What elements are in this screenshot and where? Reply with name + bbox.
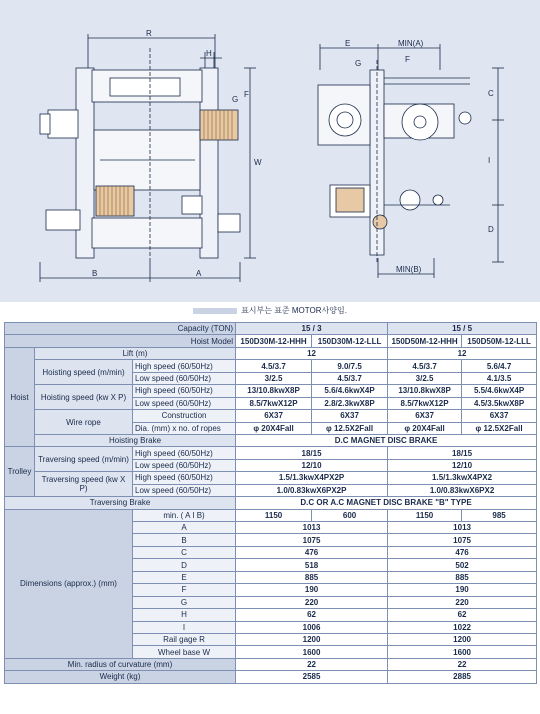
weight-value-2: 2885 bbox=[388, 671, 537, 683]
table-row-min-ab bbox=[5, 509, 537, 521]
min-ab-label: min. ( A I B) bbox=[133, 509, 236, 521]
trav-kw-high-1: 1.5/1.3kwX4PX2P bbox=[236, 472, 388, 484]
capacity-value-2: 15 / 5 bbox=[388, 323, 537, 335]
min-radius-label: Min. radius of curvature (mm) bbox=[5, 658, 236, 670]
trav-low-speed-label: Low speed (60/50Hz) bbox=[133, 459, 236, 471]
construction-2: 6X37 bbox=[312, 410, 388, 422]
hoisting-brake-label: Hoisting Brake bbox=[35, 434, 236, 446]
dim-label-a: A bbox=[196, 269, 202, 278]
dim-e-label: E bbox=[133, 571, 236, 583]
dim-label-c: C bbox=[488, 89, 494, 98]
right-rail bbox=[200, 68, 218, 258]
construction-1: 6X37 bbox=[236, 410, 312, 422]
dim-e-value-1: 885 bbox=[236, 571, 388, 583]
hoist-kw-high-4: 5.5/4.6kwX4P bbox=[462, 385, 537, 397]
dim-c-label: C bbox=[133, 546, 236, 558]
dim-e-value-2: 885 bbox=[388, 571, 537, 583]
table-row-hoist-kw-high bbox=[5, 385, 537, 397]
table-row-hoist-speed-high bbox=[5, 360, 537, 372]
hoist-speed-low-1: 3/2.5 bbox=[236, 372, 312, 384]
rail-gage-value-1: 1200 bbox=[236, 633, 388, 645]
hoist-kw-low-2: 2.8/2.3kwX8P bbox=[312, 397, 388, 409]
hoist-speed-high-2: 9.0/7.5 bbox=[312, 360, 388, 372]
dim-f-value-2: 190 bbox=[388, 584, 537, 596]
dim-h-value-1: 62 bbox=[236, 609, 388, 621]
min-radius-value-2: 22 bbox=[388, 658, 537, 670]
trav-speed-high-2: 18/15 bbox=[388, 447, 537, 459]
traversing-brake-value: D.C OR A.C MAGNET DISC BRAKE "B" TYPE bbox=[236, 497, 537, 509]
drawing-svg bbox=[0, 0, 540, 302]
dim-label-e: E bbox=[345, 39, 351, 48]
model-4: 150D50M-12-LLL bbox=[462, 335, 537, 347]
hoist-kw-high-1: 13/10.8kwX8P bbox=[236, 385, 312, 397]
dim-b-value-1: 1075 bbox=[236, 534, 388, 546]
hoist-speed-high-3: 4.5/3.7 bbox=[388, 360, 462, 372]
dia-3: φ 20X4Fall bbox=[388, 422, 462, 434]
construction-4: 6X37 bbox=[462, 410, 537, 422]
dim-label-g-right: G bbox=[355, 59, 362, 68]
dim-label-f-left: F bbox=[244, 90, 249, 99]
construction-label: Construction bbox=[133, 410, 236, 422]
dim-a-value-2: 1013 bbox=[388, 522, 537, 534]
trav-kw-label: Traversing speed (kw X P) bbox=[35, 472, 133, 497]
dim-d-value-1: 518 bbox=[236, 559, 388, 571]
trav-speed-low-2: 12/10 bbox=[388, 459, 537, 471]
dim-f-value-1: 190 bbox=[236, 584, 388, 596]
dim-i-value-2: 1022 bbox=[388, 621, 537, 633]
hoist-low-speed-label: Low speed (60/50Hz) bbox=[133, 372, 236, 384]
wire-rope-label: Wire rope bbox=[35, 410, 133, 435]
min-ab-4: 985 bbox=[462, 509, 537, 521]
min-ab-2: 600 bbox=[312, 509, 388, 521]
lift-value-1: 12 bbox=[236, 347, 388, 359]
table-row-trav-speed-high bbox=[5, 447, 537, 459]
weight-label: Weight (kg) bbox=[5, 671, 236, 683]
dim-h-label: H bbox=[133, 609, 236, 621]
capacity-label: Capacity (TON) bbox=[5, 323, 236, 335]
model-label: Hoist Model bbox=[5, 335, 236, 347]
hoist-kw-low-3: 8.5/7kwX12P bbox=[388, 397, 462, 409]
dimensions-group-label: Dimensions (approx.) (mm) bbox=[5, 509, 133, 658]
trav-kw-high-label: High speed (60/50Hz) bbox=[133, 472, 236, 484]
caption-text: 표시부는 표준 MOTOR사양임. bbox=[241, 306, 347, 315]
trav-kw-low-1: 1.0/0.83kwX6PX2P bbox=[236, 484, 388, 496]
min-radius-value-1: 22 bbox=[236, 658, 388, 670]
technical-drawing bbox=[0, 0, 540, 302]
dim-a-value-1: 1013 bbox=[236, 522, 388, 534]
trolley-group-label: Trolley bbox=[5, 447, 35, 497]
hoist-speed-high-4: 5.6/4.7 bbox=[462, 360, 537, 372]
dim-i-label: I bbox=[133, 621, 236, 633]
dim-label-d: D bbox=[488, 225, 494, 234]
min-ab-1: 1150 bbox=[236, 509, 312, 521]
drawing-caption bbox=[0, 305, 540, 316]
lift-label: Lift (m) bbox=[35, 347, 236, 359]
dim-d-label: D bbox=[133, 559, 236, 571]
hoist-kw-high-label: High speed (60/50Hz) bbox=[133, 385, 236, 397]
trav-kw-high-2: 1.5/1.3kwX4PX2 bbox=[388, 472, 537, 484]
model-2: 150D30M-12-LLL bbox=[312, 335, 388, 347]
min-ab-3: 1150 bbox=[388, 509, 462, 521]
trav-speed-high-1: 18/15 bbox=[236, 447, 388, 459]
hoisting-speed-label: Hoisting speed (m/min) bbox=[35, 360, 133, 385]
hoist-group-label: Hoist bbox=[5, 347, 35, 447]
rail-gage-label: Rail gage R bbox=[133, 633, 236, 645]
construction-3: 6X37 bbox=[388, 410, 462, 422]
dim-label-w: W bbox=[254, 158, 262, 167]
dim-label-min-a: MIN(A) bbox=[398, 39, 424, 48]
hoist-kw-high-3: 13/10.8kwX8P bbox=[388, 385, 462, 397]
dim-g-label: G bbox=[133, 596, 236, 608]
wheel-base-value-2: 1600 bbox=[388, 646, 537, 658]
dim-f-label: F bbox=[133, 584, 236, 596]
model-3: 150D50M-12-HHH bbox=[388, 335, 462, 347]
table-row-trav-kw-high bbox=[5, 472, 537, 484]
dim-a-label: A bbox=[133, 522, 236, 534]
hoist-speed-low-2: 4.5/3.7 bbox=[312, 372, 388, 384]
hoist-kw-low-label: Low speed (60/50Hz) bbox=[133, 397, 236, 409]
trav-speed-low-1: 12/10 bbox=[236, 459, 388, 471]
table-row-lift bbox=[5, 347, 537, 359]
dim-g-value-2: 220 bbox=[388, 596, 537, 608]
dim-label-g-left: G bbox=[232, 95, 239, 104]
weight-value-1: 2585 bbox=[236, 671, 388, 683]
table-row-traversing-brake bbox=[5, 497, 537, 509]
hoist-kw-low-4: 4.5/3.5kwX8P bbox=[462, 397, 537, 409]
hoist-speed-low-3: 3/2.5 bbox=[388, 372, 462, 384]
table-row-weight bbox=[5, 671, 537, 683]
hoist-high-speed-label: High speed (60/50Hz) bbox=[133, 360, 236, 372]
table-row-hoisting-brake bbox=[5, 434, 537, 446]
table-row-capacity bbox=[5, 323, 537, 335]
dim-label-h: H bbox=[206, 49, 212, 58]
dim-label-r: R bbox=[146, 29, 152, 38]
hoisting-kw-label: Hoisting speed (kw X P) bbox=[35, 385, 133, 410]
caption-highlight-swatch bbox=[193, 308, 237, 314]
hoist-kw-low-1: 8.5/7kwX12P bbox=[236, 397, 312, 409]
dim-b-label: B bbox=[133, 534, 236, 546]
hoist-speed-low-4: 4.1/3.5 bbox=[462, 372, 537, 384]
hoist-kw-high-2: 5.6/4.6kwX4P bbox=[312, 385, 388, 397]
spec-table bbox=[4, 322, 537, 684]
trav-kw-low-2: 1.0/0.83kwX6PX2 bbox=[388, 484, 537, 496]
rail-gage-value-2: 1200 bbox=[388, 633, 537, 645]
table-row-construction bbox=[5, 410, 537, 422]
dim-label-min-b: MIN(B) bbox=[396, 265, 422, 274]
dia-1: φ 20X4Fall bbox=[236, 422, 312, 434]
dim-b-value-2: 1075 bbox=[388, 534, 537, 546]
wheel-base-label: Wheel base W bbox=[133, 646, 236, 658]
wheel-base-value-1: 1600 bbox=[236, 646, 388, 658]
trav-high-speed-label: High speed (60/50Hz) bbox=[133, 447, 236, 459]
dim-c-value-2: 476 bbox=[388, 546, 537, 558]
dim-g-value-1: 220 bbox=[236, 596, 388, 608]
trav-kw-low-label: Low speed (60/50Hz) bbox=[133, 484, 236, 496]
traversing-brake-label: Traversing Brake bbox=[5, 497, 236, 509]
table-row-model bbox=[5, 335, 537, 347]
dim-d-value-2: 502 bbox=[388, 559, 537, 571]
dim-h-value-2: 62 bbox=[388, 609, 537, 621]
hoist-speed-high-1: 4.5/3.7 bbox=[236, 360, 312, 372]
trav-speed-label: Traversing speed (m/min) bbox=[35, 447, 133, 472]
model-1: 150D30M-12-HHH bbox=[236, 335, 312, 347]
dia-4: φ 12.5X2Fall bbox=[462, 422, 537, 434]
capacity-value-1: 15 / 3 bbox=[236, 323, 388, 335]
dia-label: Dia. (mm) x no. of ropes bbox=[133, 422, 236, 434]
dim-label-f-right: F bbox=[405, 55, 410, 64]
dim-label-i: I bbox=[488, 156, 491, 165]
table-row-min-radius bbox=[5, 658, 537, 670]
hoisting-brake-value: D.C MAGNET DISC BRAKE bbox=[236, 434, 537, 446]
lift-value-2: 12 bbox=[388, 347, 537, 359]
dia-2: φ 12.5X2Fall bbox=[312, 422, 388, 434]
dim-c-value-1: 476 bbox=[236, 546, 388, 558]
dim-label-b: B bbox=[92, 269, 98, 278]
dim-i-value-1: 1006 bbox=[236, 621, 388, 633]
